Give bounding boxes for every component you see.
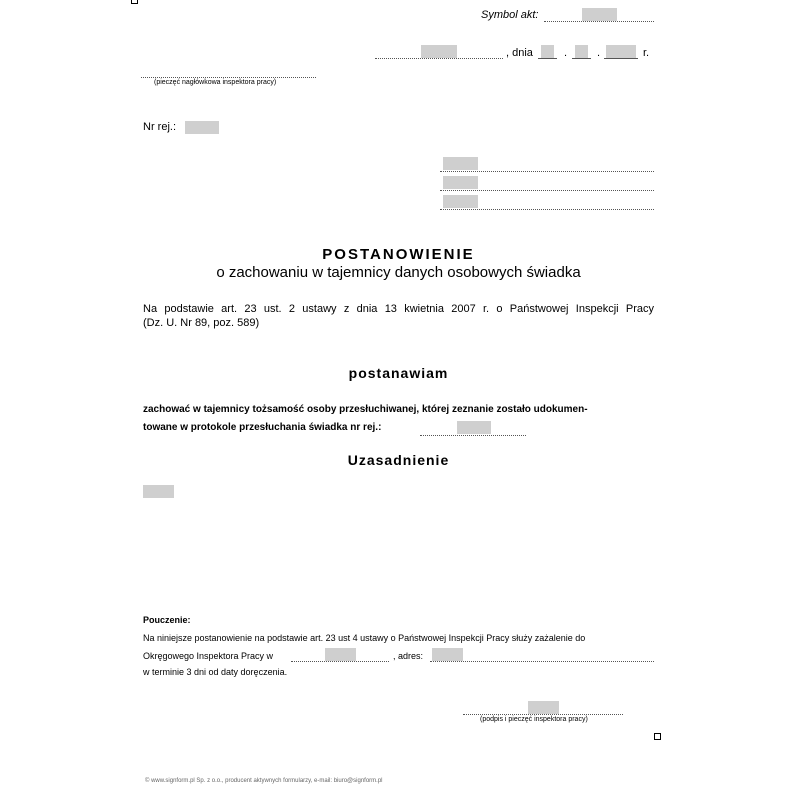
decision-line-1: zachować w tajemnicy tożsamość osoby przesłuchiwanej, której zeznanie zostało udokumen-: [143, 404, 588, 415]
addressee-dotline-2: [440, 190, 654, 191]
addressee-line-1[interactable]: [443, 157, 478, 170]
address-field[interactable]: [432, 648, 463, 661]
decision-heading: postanawiam: [348, 365, 449, 381]
end-marker-icon: [654, 733, 661, 740]
decision-line-2: towane w protokole przesłuchania świadka nr rej.:: [143, 422, 382, 433]
address-dotline: [430, 661, 654, 662]
reg-field[interactable]: [185, 121, 219, 134]
day-field[interactable]: [541, 45, 554, 58]
addressee-dotline-3: [440, 209, 654, 210]
signature-field[interactable]: [528, 701, 559, 714]
document-title: POSTANOWIENIE: [322, 246, 475, 263]
symbol-label: Symbol akt:: [481, 9, 539, 21]
symbol-field[interactable]: [582, 8, 617, 21]
stamp-caption: (pieczęć nagłówkowa inspektora pracy): [154, 79, 277, 86]
protocol-reg-field[interactable]: [457, 421, 491, 434]
date-dot-1: .: [564, 47, 568, 59]
year-underline: [604, 58, 638, 59]
signature-caption: (podpis i pieczęć inspektora pracy): [480, 716, 588, 723]
month-field[interactable]: [575, 45, 588, 58]
stamp-dotline: [141, 77, 316, 78]
basis-line-1: Na podstawie art. 23 ust. 2 ustawy z dnia 13 kwietnia 2007 r. o Państwowej Inspekcji Pracy: [143, 303, 654, 315]
symbol-dotline: [544, 21, 654, 22]
justification-heading: Uzasadnienie: [347, 452, 450, 468]
instruction-line-1: Na niniejsze postanowienie na podstawie art. 23 ust 4 ustawy o Państwowej Inspekcji Pracy służy zażalenie do: [143, 633, 586, 643]
inspector-office-dotline: [291, 661, 389, 662]
year-suffix: r.: [643, 47, 650, 59]
basis-line-2: (Dz. U. Nr 89, poz. 589): [143, 317, 260, 329]
inspector-office-field[interactable]: [325, 648, 356, 661]
instruction-heading: Pouczenie:: [143, 615, 191, 625]
instruction-line-2b: , adres:: [393, 651, 424, 661]
footer-text: © www.signform.pl Sp. z o.o., producent aktywnych formularzy, e-mail: biuro@signform.pl: [145, 778, 383, 784]
date-dot-2: .: [597, 47, 601, 59]
year-field[interactable]: [606, 45, 636, 58]
reg-label: Nr rej.:: [143, 121, 176, 133]
place-dotline: [375, 58, 503, 59]
addressee-line-2[interactable]: [443, 176, 478, 189]
instruction-line-2a: Okręgowego Inspektora Pracy w: [143, 651, 274, 661]
date-label: , dnia: [506, 47, 533, 59]
addressee-line-3[interactable]: [443, 195, 478, 208]
instruction-line-3: w terminie 3 dni od daty doręczenia.: [143, 667, 288, 677]
addressee-dotline-1: [440, 171, 654, 172]
justification-field[interactable]: [143, 485, 174, 498]
document-subtitle: o zachowaniu w tajemnicy danych osobowych świadka: [216, 264, 581, 281]
day-underline: [538, 58, 557, 59]
month-underline: [572, 58, 591, 59]
corner-marker-icon: [131, 0, 138, 4]
signature-dotline: [463, 714, 623, 715]
place-field[interactable]: [421, 45, 457, 58]
protocol-reg-dotline: [420, 435, 526, 436]
